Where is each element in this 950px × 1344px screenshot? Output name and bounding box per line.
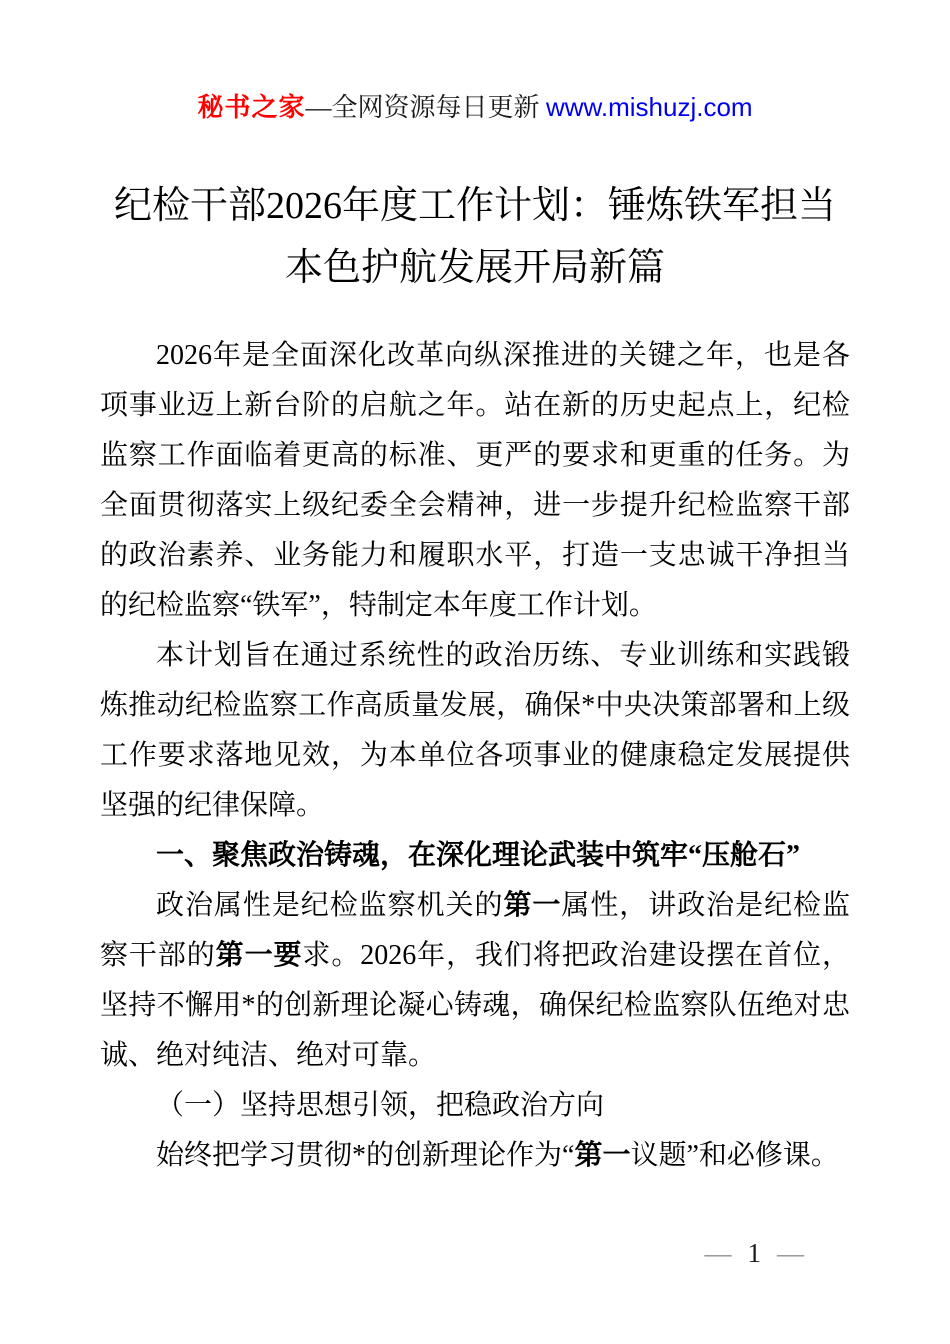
text-run: （一）坚持思想引领，把稳政治方向 [156, 1090, 605, 1121]
document-title [0, 175, 950, 299]
site-header [0, 0, 950, 125]
site-tagline: —全网资源每日更新 [305, 93, 546, 122]
bold-text-run: 第一 [503, 890, 562, 921]
document-title-line2: 本色护航发展开局新篇 [284, 247, 665, 289]
site-url-link[interactable]: www.mishuzj.com [545, 92, 753, 122]
document-body [100, 331, 850, 1181]
section-heading [100, 831, 850, 881]
bold-text-run: 第一要 [215, 940, 303, 971]
page-footer [705, 1238, 805, 1268]
page-number: 1 [747, 1238, 761, 1268]
bold-text-run: 第一 [574, 1140, 631, 1171]
text-run: 议题”和必修课。 [630, 1140, 839, 1171]
site-brand: 秘书之家 [197, 93, 306, 122]
paragraph [100, 881, 850, 1081]
text-run: 求。2026年，我们将把政治建设摆在首位，坚持不懈用*的创新理论凝心铸魂，确保纪检监察队伍绝对忠诚、绝对纯洁、绝对可靠。 [100, 940, 850, 1071]
paragraph [100, 331, 850, 631]
text-run: 本计划旨在通过系统性的政治历练、专业训练和实践锻炼推动纪检监察工作高质量发展，确保*中央决策部署和上级工作要求落地见效，为本单位各项事业的健康稳定发展提供坚强的纪律保障。 [100, 640, 850, 821]
text-run: 2026年是全面深化改革向纵深推进的关键之年，也是各项事业迈上新台阶的启航之年。站在新的历史起点上，纪检监察工作面临着更高的标准、更严的要求和更重的任务。为全面贯彻落实上级纪委全会精神，进一步提升纪检监察干部的政治素养、业务能力和履职水平，打造一支忠诚干净担当的纪检监察“铁军”，特制定本年度工作计划。 [100, 340, 850, 621]
sub-heading [100, 1081, 850, 1131]
document-title-line1: 纪检干部2026年度工作计划：锤炼铁军担当 [113, 185, 836, 227]
text-run: 一、聚焦政治铸魂，在深化理论武装中筑牢“压舱石” [156, 840, 801, 871]
footer-dash-right: — [777, 1238, 804, 1268]
text-run: 政治属性是纪检监察机关的 [156, 890, 504, 921]
text-run: 始终把学习贯彻*的创新理论作为“ [156, 1140, 575, 1171]
paragraph [100, 631, 850, 831]
footer-dash-left: — [704, 1238, 732, 1268]
paragraph [100, 1131, 850, 1181]
text-run: 属性，讲政治是纪检监察干部的 [100, 890, 850, 971]
